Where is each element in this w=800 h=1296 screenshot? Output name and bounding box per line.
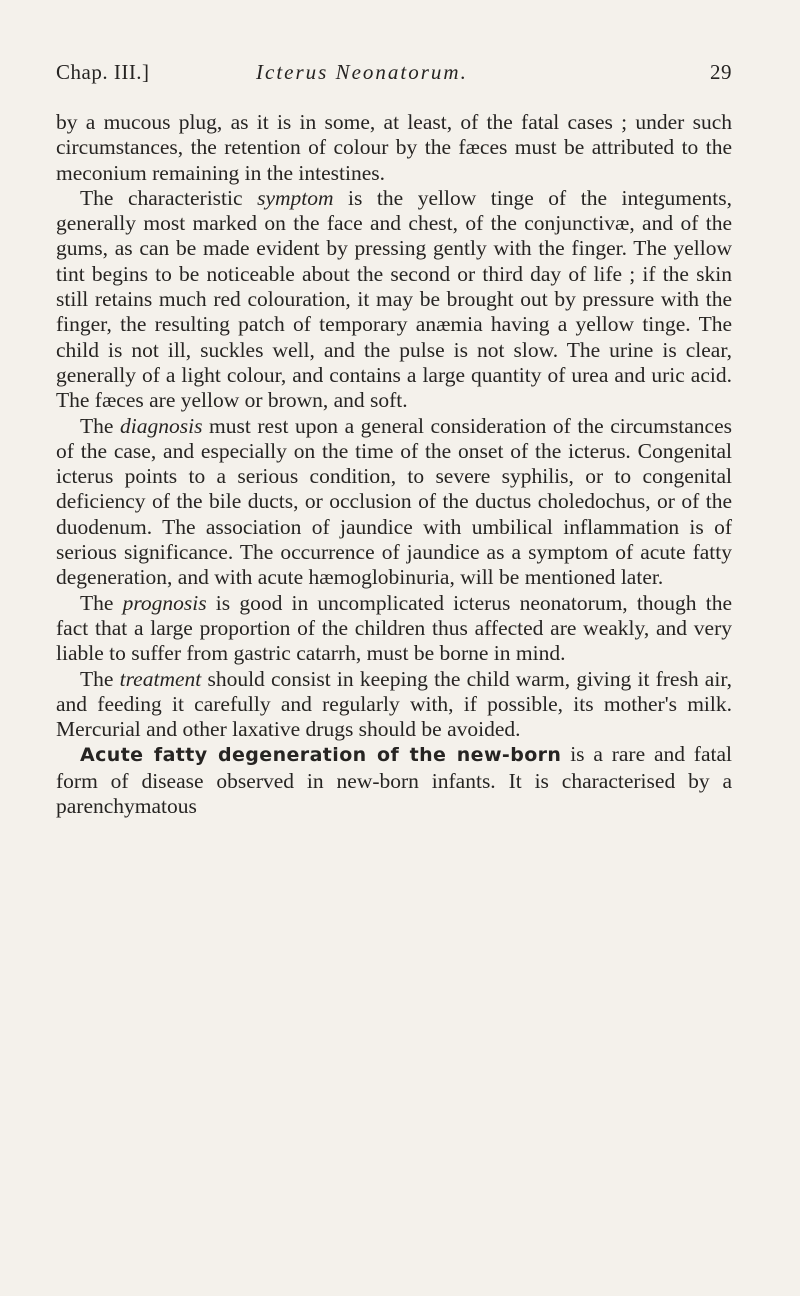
paragraph-symptom bbox=[56, 186, 732, 414]
section-heading: Acute fatty degeneration of the new-born bbox=[80, 744, 562, 767]
paragraph-lead: The bbox=[80, 413, 120, 438]
paragraph-treatment bbox=[56, 667, 732, 743]
paragraph-continuation bbox=[56, 110, 732, 186]
term-treatment: treatment bbox=[119, 666, 202, 691]
term-prognosis: prognosis bbox=[122, 590, 207, 615]
page-number: 29 bbox=[710, 60, 732, 84]
paragraph-text: is the yellow tinge of the integuments, generally most marked on the face and chest, of the conjunctivæ, and of the gums, as can be made evident by pressing gently with the finger. The yellow tint begins to be noticeable about the second or third day of life ; if the skin still retains much red colouration, it may be brought out by pressure with the finger, the resulting patch of temporary anæmia having a yellow tinge. The child is not ill, suckles well, and the pulse is not slow. The urine is clear, generally of a light colour, and contains a large quantity of urea and uric acid. The fæces are yellow or brown, and soft. bbox=[56, 185, 732, 413]
term-diagnosis: diagnosis bbox=[120, 413, 203, 438]
paragraph-text: must rest upon a general consideration of the circumstances of the case, and especially on the time of the onset of the icterus. Congenital icterus points to a serious condition, to severe syphilis, or to congenital deficiency of the bile ducts, or occlusion of the ductus choledochus, or of the duodenum. The association of jaundice with umbilical inflammation is of serious significance. The occurrence of jaundice as a symptom of acute fatty degeneration, and with acute hæmoglobinuria, will be mentioned later. bbox=[56, 413, 732, 590]
term-symptom: symptom bbox=[257, 185, 334, 210]
paragraph-lead: The characteristic bbox=[80, 185, 258, 210]
paragraph-fatty-degeneration bbox=[56, 742, 732, 819]
paragraph-text: should consist in keeping the child warm, giving it fresh air, and feeding it carefully and regularly with, if possible, its mother's milk. Mercurial and other laxative drugs should be avoided. bbox=[56, 666, 732, 742]
paragraph-diagnosis bbox=[56, 414, 732, 591]
chapter-label: Chap. III.] bbox=[56, 60, 150, 84]
paragraph-lead: The bbox=[80, 590, 123, 615]
paragraph-text: is a rare and fatal form of disease observed in new-born infants. It is characterised by a parenchymatous bbox=[56, 742, 732, 819]
paragraph-lead: The bbox=[80, 666, 120, 691]
body-text bbox=[56, 110, 732, 819]
paragraph-text: by a mucous plug, as it is in some, at least, of the fatal cases ; under such circumstances, the retention of colour by the fæces must be attributed to the meconium remaining in the intestines. bbox=[56, 110, 732, 185]
running-head bbox=[56, 60, 732, 96]
paragraph-text: is good in uncomplicated icterus neonatorum, though the fact that a large proportion of the children thus affected are weakly, and very liable to suffer from gastric catarrh, must be borne in mind. bbox=[56, 590, 732, 666]
paragraph-prognosis bbox=[56, 591, 732, 667]
running-title: Icterus Neonatorum. bbox=[256, 60, 468, 84]
